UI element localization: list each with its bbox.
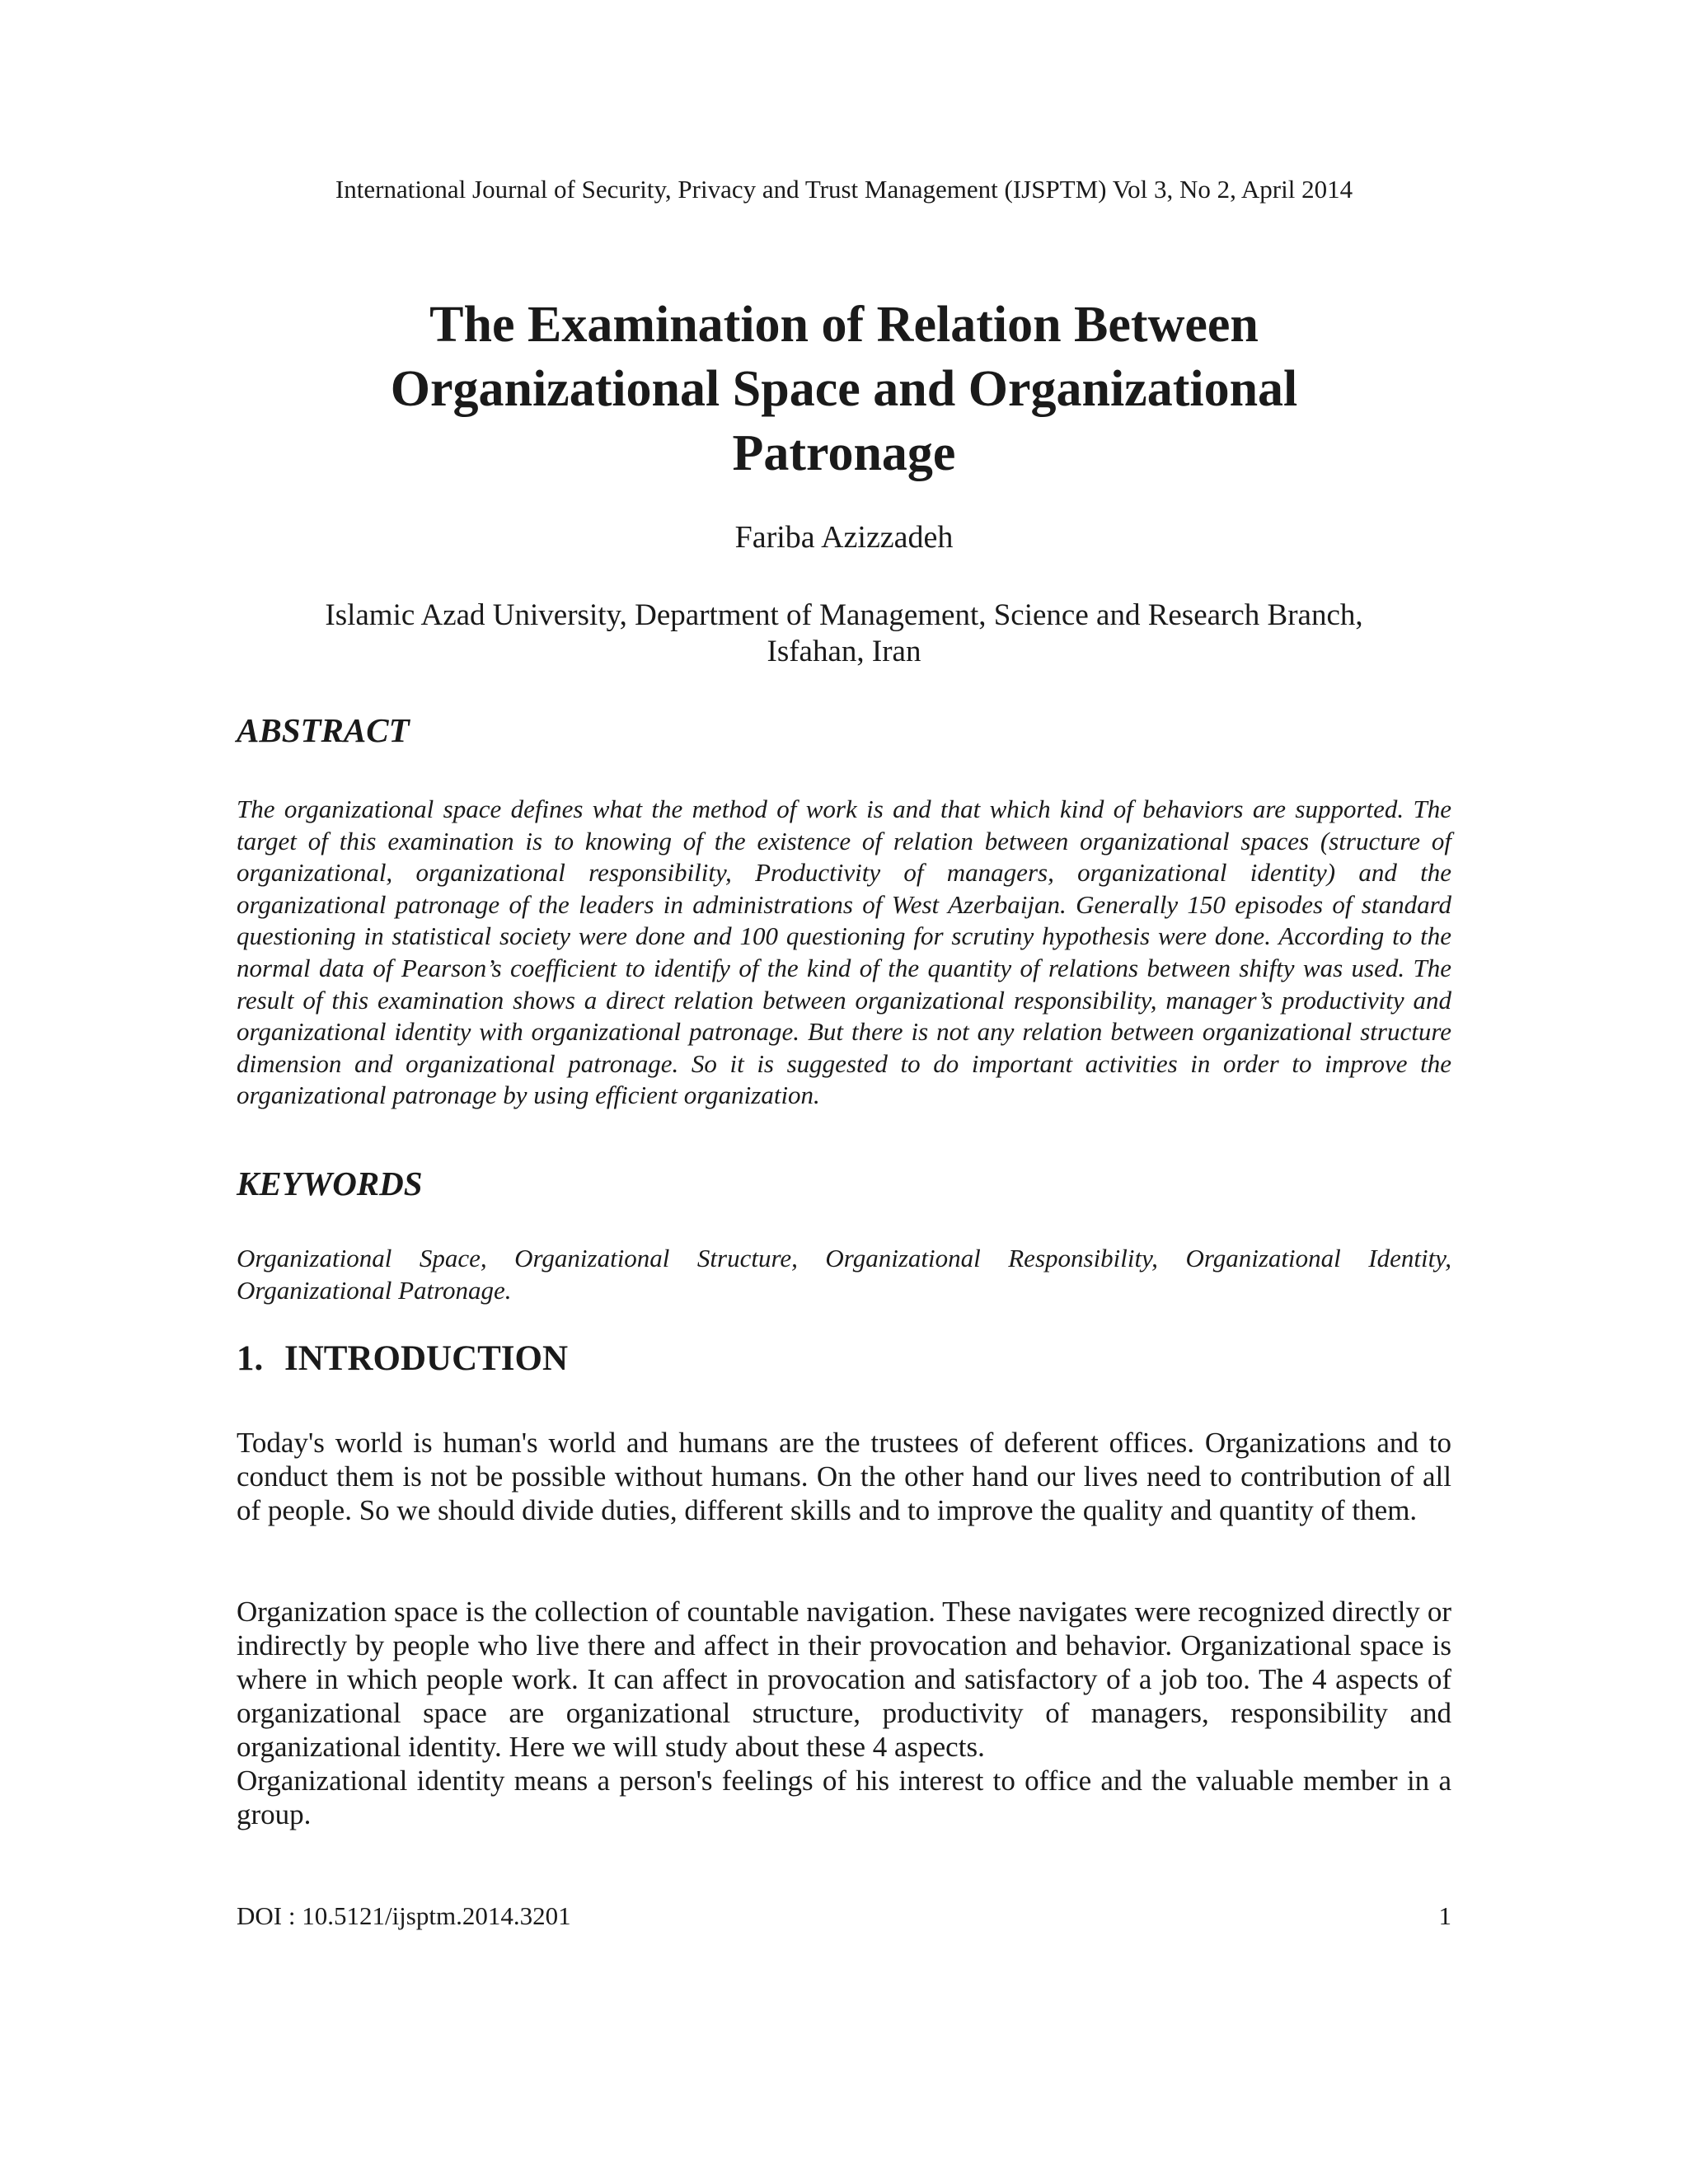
doi-footer: DOI : 10.5121/ijsptm.2014.3201	[237, 1901, 571, 1930]
title-line-2: Organizational Space and Organizational	[390, 361, 1298, 417]
section-number: 1.	[237, 1339, 264, 1378]
intro-paragraph-3: Organizational identity means a person's feelings of his interest to office and the valuable member in a group.	[237, 1765, 1451, 1830]
introduction-heading	[237, 1338, 568, 1380]
author-name: Fariba Azizzadeh	[734, 520, 954, 555]
author-affiliation	[206, 598, 1482, 670]
section-title: INTRODUCTION	[284, 1339, 569, 1378]
title-line-3: Patronage	[732, 425, 956, 481]
intro-paragraph-1: Today's world is human's world and humans are the trustees of deferent offices. Organizations and to conduct them is not be possible without humans. On the other hand our lives need to contribution of all of people. So we should divide duties, different skills and to improve the quality and quantity of them.	[237, 1427, 1451, 1526]
paper-title	[247, 293, 1441, 485]
keywords-text: Organizational Space, Organizational Structure, Organizational Responsibility, Organizational Identity, Organizational Patronage.	[237, 1244, 1451, 1305]
title-line-1: The Examination of Relation Between	[429, 297, 1259, 353]
affiliation-line-2: Isfahan, Iran	[767, 635, 921, 668]
abstract-text: The organizational space defines what the method of work is and that which kind of behaviors are supported. The target of this examination is to knowing of the existence of relation between organizational spaces (structure of organizational, organizational responsibility, Productivity of managers, organizational identity) and the organizational patronage of the leaders in administrations of West Azerbaijan. Generally 150 episodes of standard questioning in statistical society were done and 100 questioning for scrutiny hypothesis were done. According to the normal data of Pearson’s coefficient to identify of the kind of the quantity of relations between shifty was used. The result of this examination shows a direct relation between organizational responsibility, manager’s productivity and organizational identity with organizational patronage. But there is not any relation between organizational structure dimension and organizational patronage. So it is suggested to do important activities in order to improve the organizational patronage by using efficient organization.	[237, 794, 1451, 1110]
intro-paragraph-2: Organization space is the collection of countable navigation. These navigates were recognized directly or indirectly by people who live there and affect in their provocation and behavior. Organizational space is where in which people work. It can affect in provocation and satisfactory of a job too. The 4 aspects of organizational space are organizational structure, productivity of managers, responsibility and organizational identity. Here we will study about these 4 aspects.	[237, 1596, 1451, 1763]
affiliation-line-1: Islamic Azad University, Department of Management, Science and Research Branch,	[325, 598, 1363, 632]
page-number: 1	[1438, 1901, 1451, 1930]
abstract-heading: ABSTRACT	[237, 711, 410, 749]
journal-header: International Journal of Security, Privacy and Trust Management (IJSPTM) Vol 3, No 2, April 2014	[335, 175, 1353, 204]
keywords-heading: KEYWORDS	[237, 1165, 423, 1202]
